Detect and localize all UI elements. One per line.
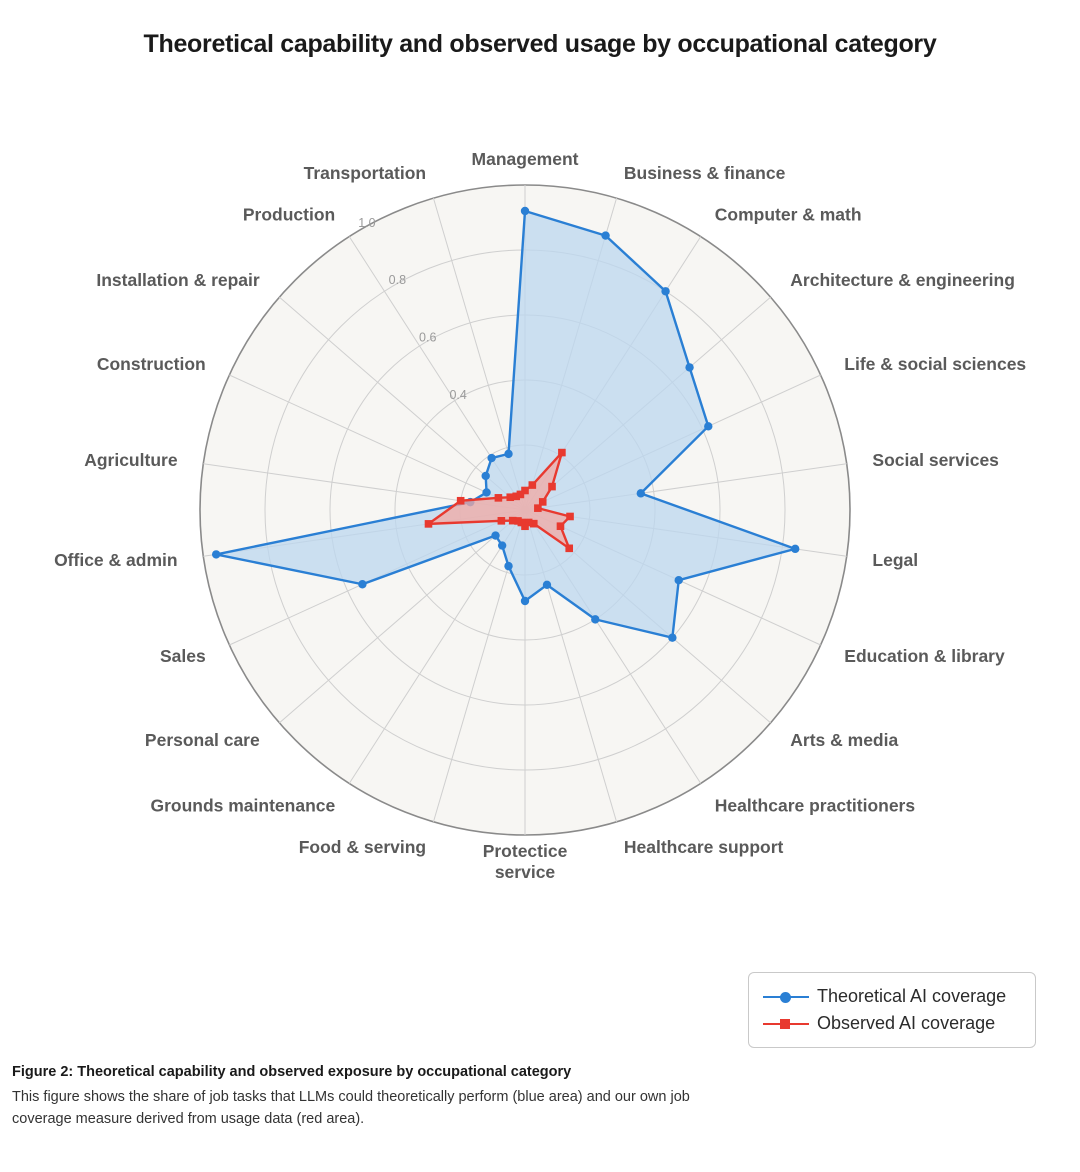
axis-label: Education & library xyxy=(844,645,1005,666)
axis-label: Transportation xyxy=(303,163,427,184)
axis-label: Grounds maintenance xyxy=(150,795,336,816)
axis-label: Office & admin xyxy=(54,549,178,570)
axis-label: Healthcare support xyxy=(623,836,784,857)
legend-item-theoretical xyxy=(763,983,1021,1010)
axis-label: Agriculture xyxy=(84,450,178,471)
axis-label: Life & social sciences xyxy=(844,354,1027,375)
radar-chart xyxy=(0,100,1080,1000)
svg-text:0.8: 0.8 xyxy=(388,273,407,288)
axis-label: Architecture & engineering xyxy=(790,270,1015,291)
chart-legend xyxy=(748,972,1036,1048)
legend-label-theoretical: Theoretical AI coverage xyxy=(817,986,1007,1006)
svg-text:0.4: 0.4 xyxy=(449,388,467,403)
legend-symbol-line-square xyxy=(763,1014,809,1034)
axis-label: Management xyxy=(471,149,579,169)
radar-svg xyxy=(0,100,1080,1000)
axis-label: Arts & media xyxy=(790,729,899,750)
axis-label: Social services xyxy=(872,450,999,471)
axis-label: Sales xyxy=(159,645,206,666)
axis-label: Business & finance xyxy=(623,163,786,184)
legend-item-observed xyxy=(763,1010,1021,1037)
axis-label: Personal care xyxy=(144,729,260,750)
caption-title: Figure 2: Theoretical capability and observed exposure by occupational category xyxy=(12,1064,572,1080)
svg-text:0.6: 0.6 xyxy=(419,330,437,345)
caption-body: This figure shows the share of job tasks that LLMs could theoretically perform (blue area) and our own job coverage measure derived from usage data (red area). xyxy=(12,1088,690,1128)
axis-label: Production xyxy=(242,204,336,225)
axis-label: Computer & math xyxy=(714,204,862,225)
legend-label-observed: Observed AI coverage xyxy=(817,1013,996,1033)
axis-label: Legal xyxy=(872,549,919,570)
axis-label: Installation & repair xyxy=(96,270,260,291)
svg-text:1.0: 1.0 xyxy=(358,215,376,230)
axis-label: service xyxy=(494,862,556,882)
axis-label: Food & serving xyxy=(298,836,427,857)
axis-label: Construction xyxy=(96,354,206,375)
page-title: Theoretical capability and observed usage by occupational category xyxy=(143,30,937,58)
legend-symbol-line-circle xyxy=(763,987,809,1007)
figure-caption xyxy=(12,1062,712,1131)
axis-label: Protectice xyxy=(482,841,568,861)
axis-label: Healthcare practitioners xyxy=(714,795,916,816)
